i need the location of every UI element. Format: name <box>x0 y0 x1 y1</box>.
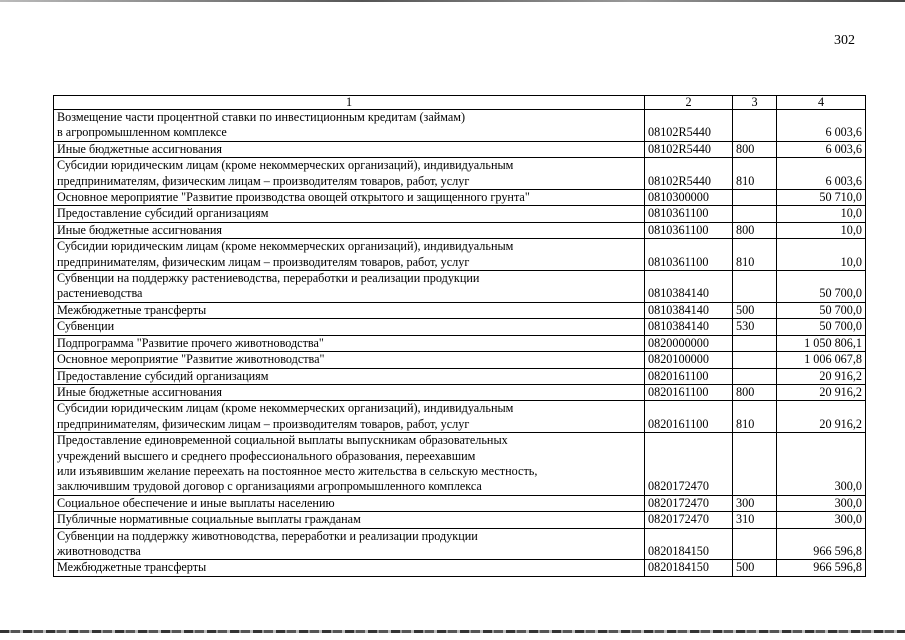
row-code: 0820172470 <box>645 512 733 528</box>
budget-table <box>53 95 866 577</box>
row-amount: 50 710,0 <box>777 190 866 206</box>
row-code: 0820172470 <box>645 495 733 511</box>
row-amount: 1 006 067,8 <box>777 352 866 368</box>
row-type <box>733 271 777 303</box>
table-row <box>54 206 866 222</box>
table-row <box>54 302 866 318</box>
row-amount: 6 003,6 <box>777 158 866 190</box>
row-name: Субвенции <box>54 319 645 335</box>
table-row <box>54 222 866 238</box>
row-code: 0810384140 <box>645 302 733 318</box>
row-amount: 50 700,0 <box>777 319 866 335</box>
row-name: Субвенции на поддержку растениеводства, переработки и реализации продукции растениеводства <box>54 271 645 303</box>
row-name: Иные бюджетные ассигнования <box>54 141 645 157</box>
row-name: Публичные нормативные социальные выплаты гражданам <box>54 512 645 528</box>
row-code: 0820184150 <box>645 528 733 560</box>
table-row <box>54 190 866 206</box>
table-row <box>54 384 866 400</box>
table-row <box>54 528 866 560</box>
column-header-row <box>54 96 866 110</box>
column-header-4: 4 <box>777 96 866 110</box>
row-amount: 20 916,2 <box>777 401 866 433</box>
row-name: Подпрограмма "Развитие прочего животноводства" <box>54 335 645 351</box>
table-row <box>54 401 866 433</box>
row-type: 500 <box>733 560 777 576</box>
budget-table-body <box>54 96 866 577</box>
row-name: Социальное обеспечение и иные выплаты населению <box>54 495 645 511</box>
row-name: Межбюджетные трансферты <box>54 560 645 576</box>
row-amount: 1 050 806,1 <box>777 335 866 351</box>
scan-edge-bottom <box>0 630 905 633</box>
column-header-1: 1 <box>54 96 645 110</box>
row-type: 310 <box>733 512 777 528</box>
row-type <box>733 206 777 222</box>
row-code: 0810384140 <box>645 271 733 303</box>
table-row <box>54 239 866 271</box>
row-amount: 20 916,2 <box>777 368 866 384</box>
row-amount: 20 916,2 <box>777 384 866 400</box>
row-type <box>733 110 777 142</box>
row-code: 0820161100 <box>645 401 733 433</box>
row-name: Возмещение части процентной ставки по инвестиционным кредитам (займам) в агропромышленном комплексе <box>54 110 645 142</box>
row-type: 810 <box>733 239 777 271</box>
row-amount: 6 003,6 <box>777 110 866 142</box>
row-amount: 966 596,8 <box>777 528 866 560</box>
row-name: Предоставление субсидий организациям <box>54 368 645 384</box>
row-type: 810 <box>733 401 777 433</box>
row-amount: 300,0 <box>777 512 866 528</box>
row-name: Основное мероприятие "Развитие животноводства" <box>54 352 645 368</box>
row-code: 0820184150 <box>645 560 733 576</box>
row-name: Субсидии юридическим лицам (кроме некоммерческих организаций), индивидуальным предпринимателям, физическим лицам – производителям товаров, работ, услуг <box>54 158 645 190</box>
table-row <box>54 368 866 384</box>
row-type <box>733 433 777 496</box>
page-number: 302 <box>834 33 855 48</box>
row-amount: 10,0 <box>777 206 866 222</box>
row-type: 800 <box>733 384 777 400</box>
row-amount: 300,0 <box>777 495 866 511</box>
table-row <box>54 110 866 142</box>
row-name: Иные бюджетные ассигнования <box>54 384 645 400</box>
row-name: Межбюджетные трансферты <box>54 302 645 318</box>
row-code: 0810361100 <box>645 206 733 222</box>
row-code: 0820100000 <box>645 352 733 368</box>
scan-edge-top <box>0 0 905 2</box>
row-name: Основное мероприятие "Развитие производства овощей открытого и защищенного грунта" <box>54 190 645 206</box>
table-row <box>54 433 866 496</box>
row-name: Иные бюджетные ассигнования <box>54 222 645 238</box>
row-type: 810 <box>733 158 777 190</box>
table-row <box>54 335 866 351</box>
row-code: 08102R5440 <box>645 141 733 157</box>
row-amount: 10,0 <box>777 239 866 271</box>
table-row <box>54 319 866 335</box>
row-type: 800 <box>733 141 777 157</box>
table-row <box>54 512 866 528</box>
row-name: Предоставление единовременной социальной выплаты выпускникам образовательных учреждений высшего и среднего профессионального образования, переехавшим или изъявившим желание переехать на постоянное место жительства в сельскую местность, заключившим трудовой договор с организациями агропромышленного комплекса <box>54 433 645 496</box>
row-name: Субсидии юридическим лицам (кроме некоммерческих организаций), индивидуальным предпринимателям, физическим лицам – производителям товаров, работ, услуг <box>54 401 645 433</box>
row-type: 800 <box>733 222 777 238</box>
row-code: 0820161100 <box>645 384 733 400</box>
column-header-2: 2 <box>645 96 733 110</box>
row-type <box>733 368 777 384</box>
row-name: Предоставление субсидий организациям <box>54 206 645 222</box>
row-code: 0820172470 <box>645 433 733 496</box>
row-type <box>733 352 777 368</box>
table-row <box>54 141 866 157</box>
table-row <box>54 560 866 576</box>
column-header-3: 3 <box>733 96 777 110</box>
row-amount: 50 700,0 <box>777 271 866 303</box>
row-amount: 966 596,8 <box>777 560 866 576</box>
row-name: Субсидии юридическим лицам (кроме некоммерческих организаций), индивидуальным предпринимателям, физическим лицам – производителям товаров, работ, услуг <box>54 239 645 271</box>
row-code: 0810300000 <box>645 190 733 206</box>
table-row <box>54 158 866 190</box>
row-type: 530 <box>733 319 777 335</box>
row-type: 500 <box>733 302 777 318</box>
row-code: 0820161100 <box>645 368 733 384</box>
row-code: 0810384140 <box>645 319 733 335</box>
row-type <box>733 335 777 351</box>
row-code: 0810361100 <box>645 222 733 238</box>
row-code: 08102R5440 <box>645 158 733 190</box>
table-row <box>54 495 866 511</box>
row-code: 0820000000 <box>645 335 733 351</box>
row-type: 300 <box>733 495 777 511</box>
row-amount: 50 700,0 <box>777 302 866 318</box>
row-code: 0810361100 <box>645 239 733 271</box>
row-type <box>733 190 777 206</box>
row-type <box>733 528 777 560</box>
row-name: Субвенции на поддержку животноводства, переработки и реализации продукции животноводства <box>54 528 645 560</box>
row-amount: 6 003,6 <box>777 141 866 157</box>
table-row <box>54 271 866 303</box>
row-amount: 300,0 <box>777 433 866 496</box>
table-row <box>54 352 866 368</box>
row-amount: 10,0 <box>777 222 866 238</box>
row-code: 08102R5440 <box>645 110 733 142</box>
